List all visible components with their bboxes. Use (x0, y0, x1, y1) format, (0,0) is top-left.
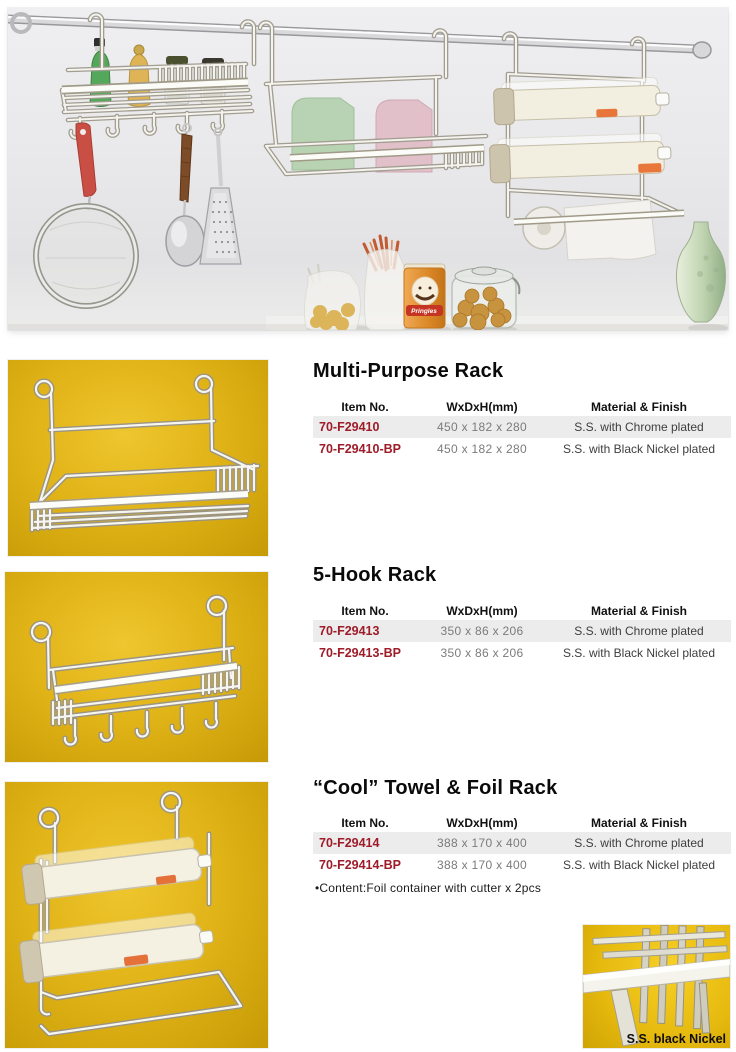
pringles-logo-text: Pringles (411, 308, 437, 315)
item-number: 70-F29413 (319, 624, 380, 638)
vase (676, 222, 725, 322)
cutter-tab (596, 109, 617, 118)
item-number: 70-F29414-BP (319, 858, 401, 872)
item-material: S.S. with Black Nickel plated (562, 858, 716, 872)
product-photo-towel-foil-rack (5, 782, 268, 1048)
table-row (313, 416, 731, 438)
snack-jar (452, 267, 519, 330)
table-header (313, 813, 731, 832)
section-title-towel-foil-rack: “Cool” Towel & Foil Rack (313, 777, 558, 799)
foil-container-top (20, 834, 213, 905)
paper-towel-roll (523, 200, 656, 260)
table-row (313, 620, 731, 642)
col-header-item: Item No. (341, 603, 389, 618)
item-number: 70-F29410-BP (319, 442, 401, 456)
table-row (313, 832, 731, 854)
grater (200, 129, 241, 265)
cutter-tab (638, 163, 661, 173)
table-row (313, 642, 731, 664)
item-number: 70-F29410 (319, 420, 380, 434)
hero-photo-illustration (8, 8, 728, 330)
finish-detail-photo (583, 925, 730, 1048)
pringles-can (404, 264, 445, 328)
table-row (313, 854, 731, 876)
item-material: S.S. with Chrome plated (574, 420, 704, 434)
content-note: •Content:Foil container with cutter x 2pcs (315, 881, 542, 895)
product-photo-5-hook-rack (5, 572, 268, 762)
item-size: 450 x 182 x 280 (437, 442, 527, 456)
col-header-size: WxDxH(mm) (446, 815, 518, 830)
product-photo-multi-purpose-rack (8, 360, 268, 556)
item-size: 388 x 170 x 400 (437, 836, 527, 850)
finish-caption: S.S. black Nickel (626, 1032, 726, 1046)
item-size: 450 x 182 x 280 (437, 420, 527, 434)
item-size: 350 x 86 x 206 (440, 646, 524, 660)
spec-table-multi-purpose-rack (313, 397, 731, 460)
col-header-item: Item No. (341, 815, 389, 830)
spec-table-5-hook-rack (313, 601, 731, 664)
col-header-material: Material & Finish (590, 399, 688, 414)
strainer (36, 123, 136, 306)
item-size: 388 x 170 x 400 (437, 858, 527, 872)
item-material: S.S. with Chrome plated (574, 836, 704, 850)
ladle (166, 124, 204, 266)
item-material: S.S. with Black Nickel plated (562, 646, 716, 660)
table-header (313, 601, 731, 620)
col-header-size: WxDxH(mm) (446, 603, 518, 618)
item-size: 350 x 86 x 206 (440, 624, 524, 638)
snack-bag (304, 264, 360, 330)
hero-photo (8, 8, 728, 330)
item-material: S.S. with Chrome plated (574, 624, 704, 638)
spec-table-towel-foil-rack (313, 813, 731, 876)
item-number: 70-F29414 (319, 836, 380, 850)
item-number: 70-F29413-BP (319, 646, 401, 660)
cutting-boards (292, 98, 432, 172)
col-header-material: Material & Finish (590, 815, 688, 830)
section-title-multi-purpose-rack: Multi-Purpose Rack (313, 360, 504, 382)
table-header (313, 397, 731, 416)
col-header-item: Item No. (341, 399, 389, 414)
table-row (313, 438, 731, 460)
snack-bag-sticks (364, 236, 407, 330)
section-title-5-hook-rack: 5-Hook Rack (313, 564, 437, 586)
rail-finial (693, 42, 711, 58)
wall-rail (8, 14, 711, 58)
col-header-size: WxDxH(mm) (446, 399, 518, 414)
col-header-material: Material & Finish (590, 603, 688, 618)
item-material: S.S. with Black Nickel plated (562, 442, 716, 456)
